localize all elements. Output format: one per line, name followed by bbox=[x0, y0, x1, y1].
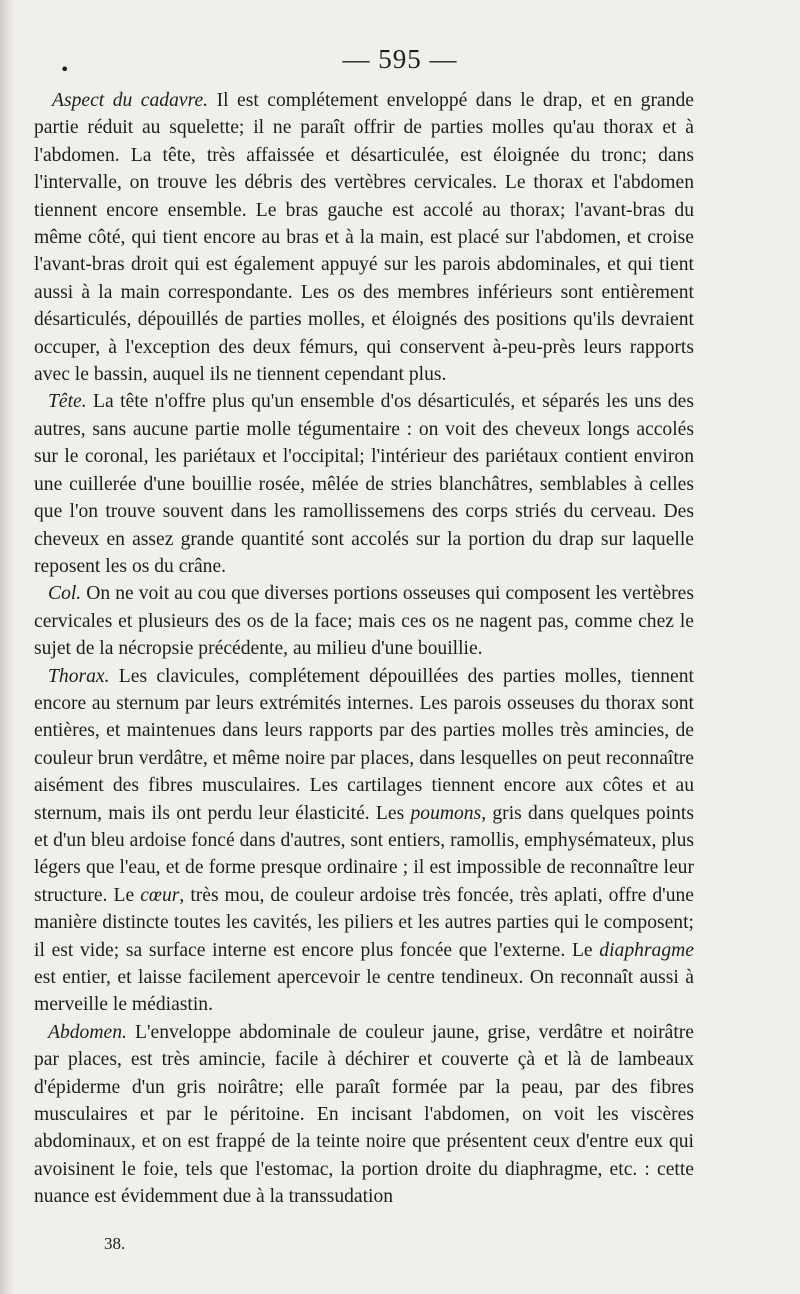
paragraph-text: Il est complétement enveloppé dans le drap, et en grande partie réduit au squelette; il ne paraît offrir de parties molles qu'au thorax et à l'abdomen. La tête, très affaissée et désarticulée, est éloignée du tronc; dans l'intervalle, on trouve les débris des vertèbres cervicales. Le thorax et l'abdomen tiennent encore ensemble. Le bras gauche est accolé au thorax; l'avant-bras du même côté, qui tient encore au bras et à la main, est placé sur l'abdomen, et croise l'avant-bras droit qui est également appuyé sur les parois abdominales, et qui tient aussi à la main correspondante. Les os des membres inférieurs sont entièrement désarticulés, dépouillés de parties molles, et éloignés des positions qu'ils devraient occuper, à l'exception des deux fémurs, qui conservent à-peu-près leurs rapports avec le bassin, auquel ils ne tiennent cependant plus. bbox=[34, 90, 694, 386]
term-coeur: cœur bbox=[140, 884, 180, 906]
paragraph-tete bbox=[34, 388, 694, 580]
body-text bbox=[34, 87, 694, 1211]
paragraph-text: L'enveloppe abdominale de couleur jaune, grise, verdâtre et noirâtre par places, est très amincie, facile à déchirer et couverte çà et là de lambeaux d'épiderme d'un gris noirâtre; elle paraît formée par la peau, par des fibres musculaires et par le péritoine. En incisant l'abdomen, on voit les viscères abdominaux, et on est frappé de la teinte noire que présentent ceux d'entre eux qui avoisinent le foie, tels que l'estomac, la portion droite du diaphragme, etc. : cette nuance est évidemment due à la transsudation bbox=[34, 1021, 694, 1208]
term-poumons: poumons bbox=[410, 802, 482, 824]
paragraph-aspect-du-cadavre bbox=[34, 87, 694, 388]
margin-dot: • bbox=[60, 60, 70, 79]
term-diaphragme: diaphragme bbox=[599, 939, 694, 961]
paragraph-text-segment: est entier, et laisse facilement apercevoir le centre tendineux. On reconnaît aussi à merveille le médiastin. bbox=[34, 967, 694, 1016]
paragraph-text: La tête n'offre plus qu'un ensemble d'os désarticulés, et séparés les uns des autres, sans aucune partie molle tégumentaire : on voit des cheveux longs accolés sur le coronal, les pariétaux et l'occipital; l'intérieur des pariétaux contient environ une cuillerée d'une bouillie rosée, mêlée de stries blanchâtres, semblables à celles que l'on trouve souvent dans les ramollissemens des corps striés du cerveau. Des cheveux en assez grande quantité sont accolés sur la portion du drap sur laquelle reposent les os du crâne. bbox=[34, 391, 694, 577]
paragraph-abdomen bbox=[34, 1019, 694, 1211]
signature-mark: 38. bbox=[104, 1234, 126, 1253]
paragraph-text: On ne voit au cou que diverses portions osseuses qui composent les vertèbres cervicales et plusieurs des os de la face; mais ces os ne nagent pas, comme chez le sujet de la nécropsie précédente, au milieu d'une bouillie. bbox=[34, 583, 694, 660]
paragraph-thorax bbox=[34, 663, 694, 1019]
paragraph-text-segment: , gris dans quelques points et d'un bleu ardoise foncé dans d'autres, sont entiers, ramollis, emphysémateux, plus légers que l'eau, et de forme presque ordinaire ; il est impossible de reconnaître leur structure. Le bbox=[34, 802, 694, 906]
paragraph-heading: Abdomen. bbox=[48, 1021, 127, 1043]
scan-edge-shadow bbox=[0, 0, 14, 1294]
page-number: — 595 — bbox=[342, 44, 458, 74]
paragraph-text-segment: , très mou, de couleur ardoise très foncée, très aplati, offre d'une manière distincte toutes les cavités, les piliers et les autres parties qui le composent; il est vide; sa surface interne est encore plus foncée que l'externe. Le bbox=[34, 884, 694, 961]
paragraph-heading: Aspect du cadavre. bbox=[52, 90, 209, 111]
paragraph-heading: Tête. bbox=[48, 391, 87, 413]
paragraph-heading: Col. bbox=[48, 583, 82, 605]
paragraph-text-segment: Les clavicules, complétement dépouillées des parties molles, tiennent encore au sternum par leurs extrémités internes. Les parois osseuses du thorax sont entières, et maintenues dans leurs rapports par des parties molles très amincies, de couleur brun verdâtre, et même noire par places, dans lesquelles on peut reconnaître aisément des fibres musculaires. Les cartilages tiennent encore aux côtes et au sternum, mais ils ont perdu leur élasticité. Les bbox=[34, 665, 694, 824]
paragraph-heading: Thorax. bbox=[48, 665, 110, 687]
paragraph-col bbox=[34, 580, 694, 662]
